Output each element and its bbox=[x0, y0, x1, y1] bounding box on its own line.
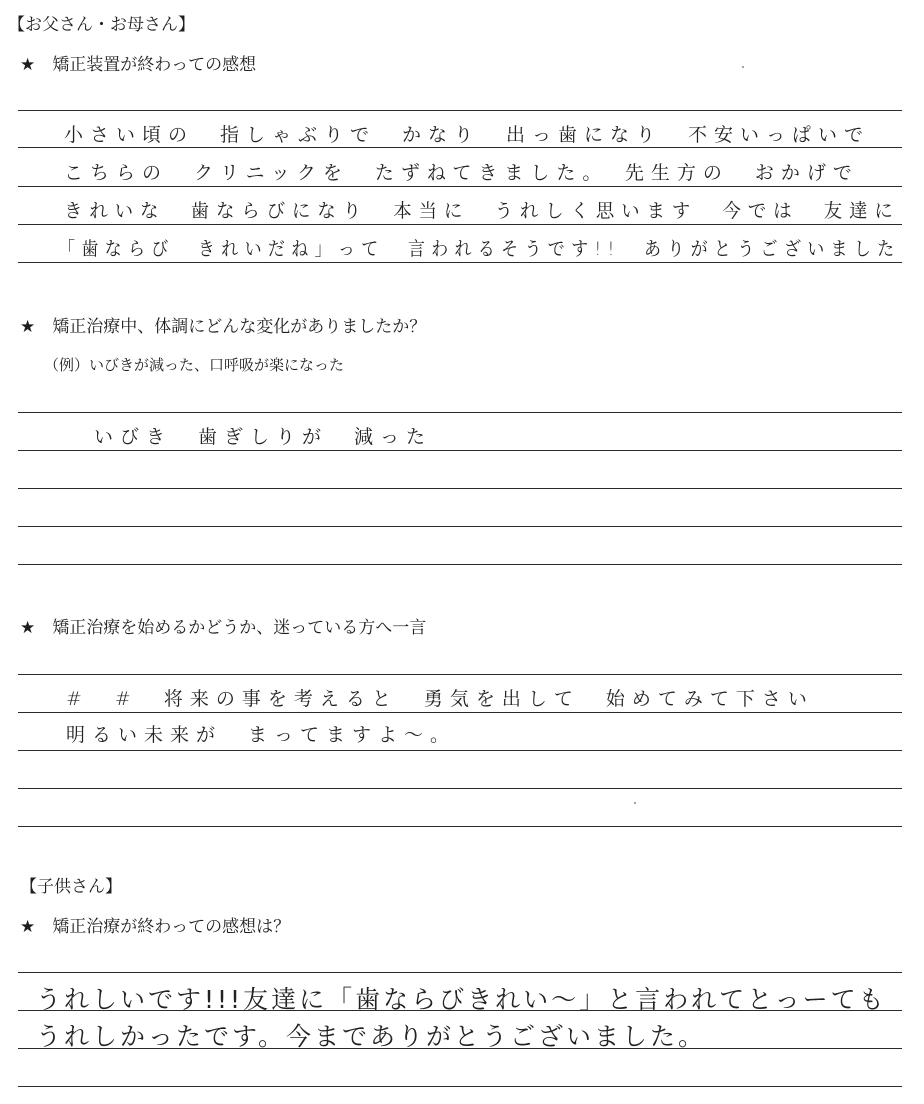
question-1-answer-line: きれいな 歯ならびになり 本当に うれしく思います 今では 友達に bbox=[64, 200, 900, 222]
answer-rule bbox=[18, 826, 902, 827]
question-3-label: ★ 矯正治療を始めるかどうか、迷っている方へ一言 bbox=[20, 618, 427, 638]
answer-rule bbox=[18, 224, 902, 225]
question-4-label: ★ 矯正治療が終わっての感想は？ bbox=[20, 917, 291, 937]
answer-rule bbox=[18, 450, 902, 451]
question-4-answer-line: うれしいです!!!友達に「歯ならびきれい〜」と言われてとっーても bbox=[36, 985, 887, 1014]
answer-rule bbox=[18, 488, 902, 489]
question-1-label: ★ 矯正装置が終わっての感想 bbox=[20, 55, 257, 75]
question-1-answer-line: こちらの クリニックを たずねてきました。 先生方の おかげで bbox=[64, 162, 859, 184]
question-2-example: （例）いびきが減った、口呼吸が楽になった bbox=[44, 356, 345, 374]
answer-rule bbox=[18, 674, 902, 675]
question-2-answer-line: いびき 歯ぎしりが 減った bbox=[94, 426, 433, 448]
answer-rule bbox=[18, 262, 902, 263]
parents-header: 【お父さん・お母さん】 bbox=[8, 15, 195, 35]
question-4-answer-line: うれしかったです。今までありがとうございました。 bbox=[36, 1022, 707, 1051]
answer-rule bbox=[18, 712, 902, 713]
answer-rule bbox=[18, 110, 902, 111]
question-3-answer-line: 明るい未来が まってますよ〜。 bbox=[66, 724, 457, 746]
question-3-answer-line: # # 将来の事を考えると 勇気を出して 始めてみて下さい bbox=[66, 688, 814, 710]
scan-speck bbox=[634, 802, 636, 804]
answer-rule bbox=[18, 564, 902, 565]
scan-speck bbox=[742, 66, 744, 68]
answer-rule bbox=[18, 412, 902, 413]
child-header: 【子供さん】 bbox=[20, 877, 122, 897]
answer-rule bbox=[18, 1086, 902, 1087]
answer-rule bbox=[18, 186, 902, 187]
answer-rule bbox=[18, 788, 902, 789]
question-1-answer-line: 「歯ならび きれいだね」って 言われるそうです!! ありがとうございました bbox=[58, 238, 901, 260]
answer-rule bbox=[18, 147, 902, 148]
question-2-label: ★ 矯正治療中、体調にどんな変化がありましたか？ bbox=[20, 317, 427, 337]
answer-rule bbox=[18, 526, 902, 527]
question-1-answer-line: 小さい頃の 指しゃぶりで かなり 出っ歯になり 不安いっぱいで bbox=[64, 124, 871, 146]
answer-rule bbox=[18, 972, 902, 973]
answer-rule bbox=[18, 750, 902, 751]
